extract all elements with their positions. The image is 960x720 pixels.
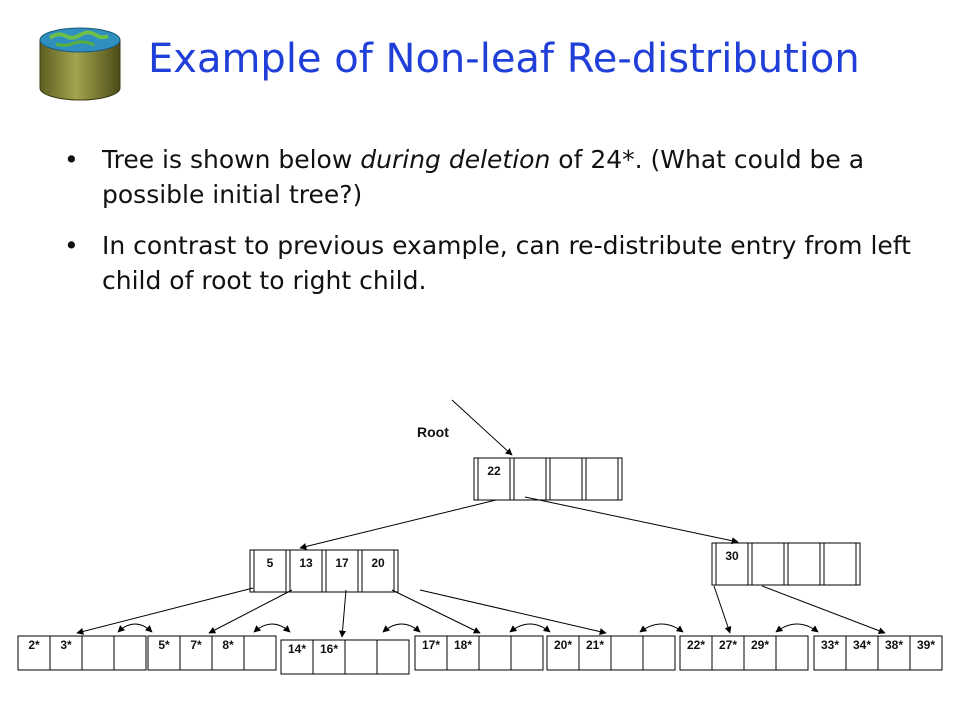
leaf-entry-label: 16*: [319, 642, 339, 656]
node-key-label: 13: [299, 556, 313, 570]
pointer-slot: [784, 543, 788, 585]
pointer-slot: [394, 550, 398, 592]
pointer-slot: [322, 550, 326, 592]
sibling-link-arrow: [510, 624, 550, 632]
leaf-slot: [479, 636, 511, 670]
key-slot: [752, 543, 784, 585]
pointer-slot: [820, 543, 824, 585]
pointer-slot: [748, 543, 752, 585]
node-key-label: 30: [725, 549, 739, 563]
key-slot: [586, 458, 618, 500]
leaf-entry-label: 18*: [453, 638, 473, 652]
leaf-entry-label: 33*: [820, 638, 840, 652]
sibling-link-arrow: [118, 624, 152, 632]
pointer-slot: [618, 458, 622, 500]
pointer-slot: [250, 550, 254, 592]
leaf-entry-label: 14*: [287, 642, 307, 656]
key-slot: [550, 458, 582, 500]
sibling-link-arrow: [254, 624, 290, 632]
bullet-text: of 24*. (What could be a possible initial tree?): [102, 145, 865, 209]
bullet-text: Tree is shown below: [102, 145, 361, 174]
leaf-entry-label: 29*: [750, 638, 770, 652]
root-label: Root: [417, 424, 449, 440]
sibling-link-arrow: [776, 624, 818, 632]
sibling-link-arrow: [640, 624, 683, 632]
node-key-label: 17: [335, 556, 349, 570]
child-pointer-arrow: [392, 590, 480, 633]
leaf-slot: [611, 636, 643, 670]
leaf-entry-label: 34*: [852, 638, 872, 652]
leaf-slot: [82, 636, 114, 670]
leaf-slot: [643, 636, 675, 670]
child-pointer-arrow: [342, 590, 346, 637]
node-key-label: 5: [266, 556, 274, 570]
child-pointer-arrow: [714, 586, 730, 633]
leaf-entry-label: 38*: [884, 638, 904, 652]
key-slot: [514, 458, 546, 500]
leaf-entry-label: 5*: [158, 638, 170, 652]
leaf-entry-label: 21*: [585, 638, 605, 652]
pointer-slot: [474, 458, 478, 500]
leaf-entry-label: 20*: [553, 638, 573, 652]
child-pointer-arrow: [300, 500, 496, 548]
child-pointer-arrow: [420, 590, 606, 633]
key-slot: [824, 543, 856, 585]
leaf-slot: [776, 636, 808, 670]
pointer-slot: [510, 458, 514, 500]
leaf-slot: [114, 636, 146, 670]
node-key-label: 20: [371, 556, 385, 570]
key-slot: [788, 543, 820, 585]
pointer-slot: [856, 543, 860, 585]
sibling-link-arrow: [383, 624, 420, 632]
leaf-entry-label: 2*: [28, 638, 40, 652]
pointer-slot: [546, 458, 550, 500]
leaf-slot: [244, 636, 276, 670]
bullet-item: • In contrast to previous example, can re-distribute entry from left child of root to right child.: [62, 228, 922, 298]
leaf-entry-label: 17*: [421, 638, 441, 652]
pointer-slot: [712, 543, 716, 585]
leaf-slot: [345, 640, 377, 674]
leaf-slot: [377, 640, 409, 674]
leaf-entry-label: 8*: [222, 638, 234, 652]
child-pointer-arrow: [77, 588, 253, 633]
pointer-slot: [286, 550, 290, 592]
leaf-entry-label: 27*: [718, 638, 738, 652]
leaf-entry-label: 3*: [60, 638, 72, 652]
node-key-label: 22: [487, 464, 501, 478]
child-pointer-arrow: [762, 586, 885, 633]
leaf-entry-label: 7*: [190, 638, 202, 652]
pointer-slot: [358, 550, 362, 592]
slide-title: Example of Non-leaf Re-distribution: [148, 36, 860, 82]
leaf-slot: [511, 636, 543, 670]
leaf-entry-label: 22*: [686, 638, 706, 652]
bullet-emphasis: during deletion: [360, 145, 551, 174]
root-pointer-arrow: [452, 400, 512, 455]
child-pointer-arrow: [525, 497, 738, 542]
pointer-slot: [582, 458, 586, 500]
leaf-entry-label: 39*: [916, 638, 936, 652]
